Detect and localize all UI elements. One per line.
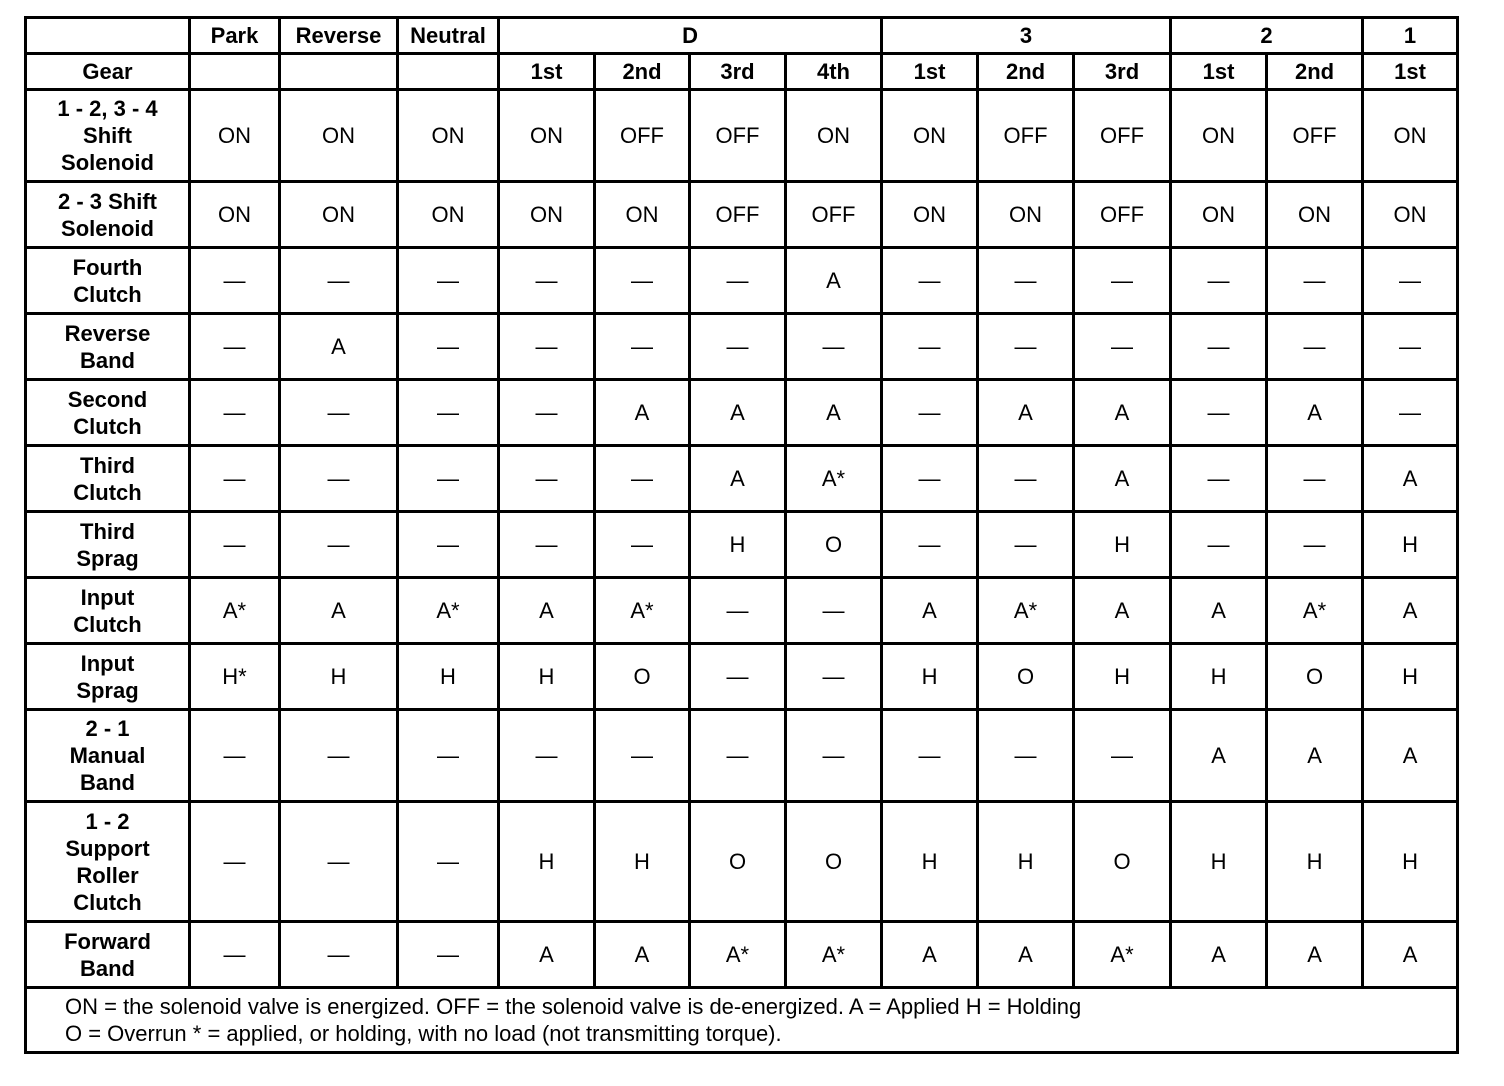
state-cell: — (1363, 380, 1458, 446)
state-cell: ON (1363, 182, 1458, 248)
gear-cell: 4th (786, 54, 882, 90)
state-cell: — (786, 644, 882, 710)
state-cell: A (595, 380, 690, 446)
state-cell: A* (1267, 578, 1363, 644)
state-cell: A* (595, 578, 690, 644)
state-cell: ON (978, 182, 1074, 248)
state-cell: — (190, 710, 280, 802)
shift-chart (24, 16, 1456, 1054)
state-cell: — (499, 446, 595, 512)
gear-cell: 2nd (1267, 54, 1363, 90)
state-cell: — (398, 248, 499, 314)
state-cell: — (786, 578, 882, 644)
component-label-line: Clutch (73, 413, 142, 439)
state-cell: — (595, 314, 690, 380)
gear-header-row (26, 54, 1458, 90)
range-3: 3 (882, 18, 1171, 54)
state-cell: — (1363, 314, 1458, 380)
component-row (26, 182, 1458, 248)
component-label-line: Input (80, 584, 135, 610)
component-label-line: Fourth (72, 254, 143, 280)
state-cell: — (280, 248, 398, 314)
state-cell: H (398, 644, 499, 710)
gear-cell: 1st (882, 54, 978, 90)
state-cell: — (1171, 446, 1267, 512)
state-cell: A (1074, 578, 1171, 644)
range-neutral: Neutral (398, 18, 499, 54)
state-cell: ON (190, 90, 280, 182)
component-row (26, 512, 1458, 578)
state-cell: H (882, 644, 978, 710)
state-cell: ON (398, 90, 499, 182)
range-d: D (499, 18, 882, 54)
state-cell: — (1267, 314, 1363, 380)
state-cell: — (882, 314, 978, 380)
component-label (26, 90, 190, 182)
state-cell: ON (882, 90, 978, 182)
state-cell: — (499, 314, 595, 380)
component-label (26, 380, 190, 446)
state-cell: — (882, 380, 978, 446)
component-label-line: Shift (83, 123, 132, 148)
state-cell: — (786, 710, 882, 802)
state-cell: A (595, 922, 690, 988)
state-cell: H (978, 802, 1074, 922)
component-label-line: Roller (76, 862, 139, 888)
component-label-line: Second (67, 386, 148, 412)
component-row (26, 248, 1458, 314)
state-cell: A (690, 446, 786, 512)
state-cell: H (1267, 802, 1363, 922)
state-cell: — (690, 248, 786, 314)
state-cell: ON (1171, 182, 1267, 248)
state-cell: A (690, 380, 786, 446)
state-cell: — (190, 314, 280, 380)
gear-cell: 1st (1363, 54, 1458, 90)
state-cell: A (280, 578, 398, 644)
state-cell: A (1363, 922, 1458, 988)
state-cell: — (595, 446, 690, 512)
state-cell: — (499, 248, 595, 314)
state-cell: H (1363, 802, 1458, 922)
state-cell: A (499, 922, 595, 988)
component-label-line: Solenoid (61, 150, 154, 175)
state-cell: ON (280, 182, 398, 248)
range-1: 1 (1363, 18, 1458, 54)
state-cell: — (595, 710, 690, 802)
state-cell: O (978, 644, 1074, 710)
state-cell: — (1074, 248, 1171, 314)
state-cell: A (1267, 710, 1363, 802)
state-cell: O (1074, 802, 1171, 922)
component-row (26, 314, 1458, 380)
state-cell: — (882, 710, 978, 802)
state-cell: — (1267, 512, 1363, 578)
state-cell: H (690, 512, 786, 578)
state-cell: OFF (1267, 90, 1363, 182)
state-cell: — (786, 314, 882, 380)
state-cell: — (280, 922, 398, 988)
component-application-table (24, 16, 1459, 1054)
state-cell: A (978, 922, 1074, 988)
state-cell: H (1171, 644, 1267, 710)
component-label (26, 314, 190, 380)
corner-cell (26, 18, 190, 54)
state-cell: H (1171, 802, 1267, 922)
state-cell: H (1363, 512, 1458, 578)
state-cell: — (595, 248, 690, 314)
component-label-line: Clutch (73, 611, 142, 637)
component-label-line: Input (80, 650, 135, 676)
state-cell: H (595, 802, 690, 922)
state-cell: — (190, 446, 280, 512)
state-cell: OFF (1074, 182, 1171, 248)
state-cell: A (882, 922, 978, 988)
component-label-line: Clutch (73, 889, 142, 915)
state-cell: — (398, 314, 499, 380)
component-label-line: Reverse (64, 320, 151, 346)
component-label-line: Support (65, 835, 150, 861)
component-row (26, 578, 1458, 644)
gear-cell: 1st (1171, 54, 1267, 90)
legend-line-1: ON = the solenoid valve is energized. OFF = the solenoid valve is de-energized. A = Applied H = Holding (65, 994, 1082, 1019)
state-cell: H (1074, 644, 1171, 710)
state-cell: O (690, 802, 786, 922)
state-cell: OFF (690, 182, 786, 248)
component-label (26, 710, 190, 802)
state-cell: — (398, 380, 499, 446)
component-label (26, 182, 190, 248)
state-cell: — (190, 802, 280, 922)
state-cell: A (499, 578, 595, 644)
component-label (26, 802, 190, 922)
state-cell: A* (690, 922, 786, 988)
state-cell: — (1074, 710, 1171, 802)
gear-cell: 2nd (978, 54, 1074, 90)
state-cell: A* (786, 922, 882, 988)
state-cell: A (1267, 922, 1363, 988)
state-cell: A (786, 248, 882, 314)
state-cell: ON (1267, 182, 1363, 248)
gear-cell: 3rd (1074, 54, 1171, 90)
state-cell: A (1363, 446, 1458, 512)
legend-row (26, 988, 1458, 1053)
component-label-line: 2 - 3 Shift (57, 188, 157, 214)
gear-cell: 2nd (595, 54, 690, 90)
state-cell: OFF (786, 182, 882, 248)
state-cell: A* (786, 446, 882, 512)
state-cell: — (882, 446, 978, 512)
state-cell: OFF (690, 90, 786, 182)
state-cell: ON (882, 182, 978, 248)
component-label-line: Clutch (73, 479, 142, 505)
state-cell: OFF (595, 90, 690, 182)
gear-cell (190, 54, 280, 90)
range-reverse: Reverse (280, 18, 398, 54)
range-park: Park (190, 18, 280, 54)
range-header-row (26, 18, 1458, 54)
state-cell: A (1363, 710, 1458, 802)
state-cell: — (190, 922, 280, 988)
state-cell: — (398, 710, 499, 802)
state-cell: ON (499, 90, 595, 182)
state-cell: ON (398, 182, 499, 248)
state-cell: — (398, 802, 499, 922)
state-cell: O (1267, 644, 1363, 710)
state-cell: H (1074, 512, 1171, 578)
state-cell: A (1074, 446, 1171, 512)
state-cell: ON (1171, 90, 1267, 182)
state-cell: A (1171, 922, 1267, 988)
gear-cell (280, 54, 398, 90)
state-cell: — (1267, 248, 1363, 314)
state-cell: O (595, 644, 690, 710)
state-cell: H (499, 644, 595, 710)
state-cell: A (786, 380, 882, 446)
component-label-line: Forward (64, 928, 151, 954)
state-cell: H (499, 802, 595, 922)
state-cell: ON (499, 182, 595, 248)
state-cell: ON (280, 90, 398, 182)
state-cell: — (280, 446, 398, 512)
state-cell: — (978, 314, 1074, 380)
component-label-line: Sprag (76, 677, 139, 703)
component-label-line: Manual (69, 743, 146, 768)
component-label (26, 578, 190, 644)
state-cell: — (499, 380, 595, 446)
state-cell: — (280, 710, 398, 802)
state-cell: A* (398, 578, 499, 644)
state-cell: — (280, 802, 398, 922)
state-cell: ON (190, 182, 280, 248)
component-row (26, 380, 1458, 446)
state-cell: — (690, 644, 786, 710)
state-cell: — (690, 578, 786, 644)
state-cell: A (1171, 710, 1267, 802)
state-cell: — (1171, 248, 1267, 314)
state-cell: A (280, 314, 398, 380)
state-cell: OFF (1074, 90, 1171, 182)
state-cell: — (190, 380, 280, 446)
component-label (26, 248, 190, 314)
state-cell: A (1171, 578, 1267, 644)
range-2: 2 (1171, 18, 1363, 54)
state-cell: A (978, 380, 1074, 446)
component-label-line: Band (80, 770, 135, 795)
state-cell: A* (1074, 922, 1171, 988)
gear-cell: 1st (499, 54, 595, 90)
component-label-line: Solenoid (61, 215, 154, 241)
legend (26, 988, 1458, 1053)
component-row (26, 446, 1458, 512)
state-cell: — (398, 512, 499, 578)
component-label (26, 512, 190, 578)
state-cell: ON (1363, 90, 1458, 182)
state-cell: — (1171, 314, 1267, 380)
component-row (26, 710, 1458, 802)
state-cell: — (398, 446, 499, 512)
state-cell: — (1363, 248, 1458, 314)
gear-label: Gear (26, 54, 190, 90)
state-cell: — (280, 380, 398, 446)
component-label (26, 922, 190, 988)
component-label (26, 644, 190, 710)
legend-line-2: O = Overrun * = applied, or holding, with no load (not transmitting torque). (65, 1021, 782, 1046)
state-cell: — (882, 512, 978, 578)
gear-cell: 3rd (690, 54, 786, 90)
state-cell: — (1171, 380, 1267, 446)
state-cell: — (978, 512, 1074, 578)
state-cell: — (1171, 512, 1267, 578)
component-label-line: Sprag (76, 545, 139, 571)
state-cell: — (690, 710, 786, 802)
component-label-line: Band (80, 955, 135, 981)
state-cell: — (690, 314, 786, 380)
state-cell: — (978, 710, 1074, 802)
component-label-line: Third (80, 518, 135, 544)
state-cell: A* (978, 578, 1074, 644)
state-cell: — (1267, 446, 1363, 512)
component-label-line: 2 - 1 (85, 716, 130, 741)
component-label-line: Clutch (73, 281, 142, 307)
component-label-line: 1 - 2, 3 - 4 (57, 96, 158, 121)
state-cell: — (1074, 314, 1171, 380)
state-cell: A* (190, 578, 280, 644)
state-cell: O (786, 512, 882, 578)
component-row (26, 90, 1458, 182)
state-cell: A (882, 578, 978, 644)
state-cell: O (786, 802, 882, 922)
state-cell: — (499, 710, 595, 802)
state-cell: — (978, 248, 1074, 314)
component-label (26, 446, 190, 512)
state-cell: H (882, 802, 978, 922)
component-row (26, 922, 1458, 988)
state-cell: — (398, 922, 499, 988)
gear-cell (398, 54, 499, 90)
state-cell: ON (595, 182, 690, 248)
state-cell: OFF (978, 90, 1074, 182)
state-cell: — (595, 512, 690, 578)
state-cell: — (978, 446, 1074, 512)
state-cell: A (1074, 380, 1171, 446)
state-cell: H (280, 644, 398, 710)
component-row (26, 802, 1458, 922)
state-cell: — (882, 248, 978, 314)
component-label-line: Band (80, 347, 135, 373)
state-cell: H (1363, 644, 1458, 710)
component-label-line: 1 - 2 (85, 808, 130, 834)
state-cell: A (1267, 380, 1363, 446)
component-row (26, 644, 1458, 710)
state-cell: H* (190, 644, 280, 710)
state-cell: — (499, 512, 595, 578)
state-cell: A (1363, 578, 1458, 644)
component-label-line: Third (80, 452, 135, 478)
state-cell: — (190, 248, 280, 314)
state-cell: ON (786, 90, 882, 182)
state-cell: — (190, 512, 280, 578)
state-cell: — (280, 512, 398, 578)
